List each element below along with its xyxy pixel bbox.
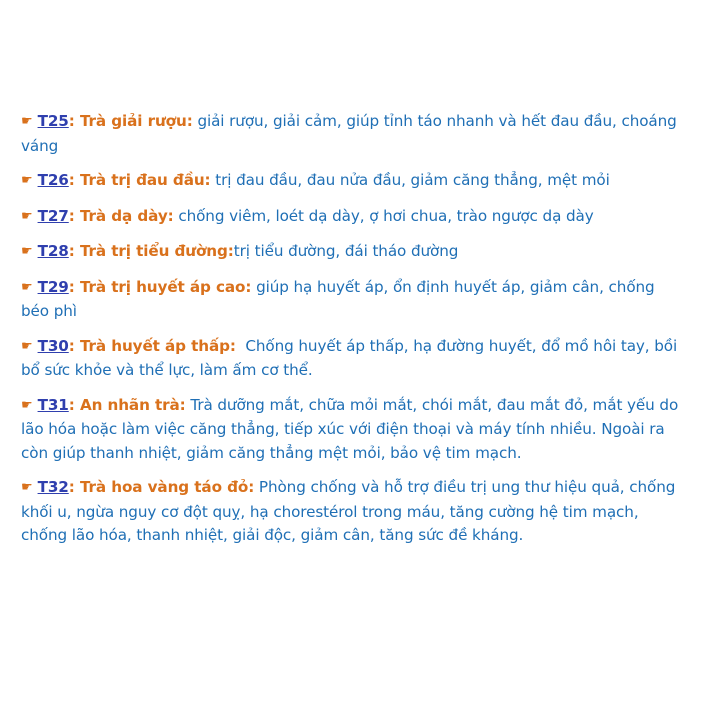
pointing-hand-icon: ☛ [21, 173, 33, 188]
product-description: chống viêm, loét dạ dày, ợ hơi chua, trào ngược dạ dày [178, 206, 594, 225]
code-separator: : [68, 171, 80, 189]
list-item [21, 240, 685, 265]
product-description: Phòng chống và hỗ trợ điều trị ung thư hiệu quả, chống khối u, ngừa nguy cơ đột quỵ, hạ chorestérol trong máu, tăng cường hệ tim mạch, chống lão hóa, thanh nhiệt, giải độc, giảm cân, tăng sức đề kháng. [21, 478, 676, 544]
product-code-link[interactable]: T25 [37, 112, 69, 130]
product-description: giải rượu, giải cảm, giúp tỉnh táo nhanh và hết đau đầu, choáng váng [21, 112, 677, 155]
product-name: Trà giải rượu: [79, 112, 193, 130]
product-description: giúp hạ huyết áp, ổn định huyết áp, giảm cân, chống béo phì [21, 277, 655, 320]
product-description: Trà dưỡng mắt, chữa mỏi mắt, chói mắt, đau mắt đỏ, mắt yếu do lão hóa hoặc làm việc căng thẳng, tiếp xúc với điện thoại và máy tính nhiều. Ngoài ra còn giúp thanh nhiệt, giảm căng thẳng mệt mỏi, bảo vệ tim mạch. [21, 395, 679, 462]
product-description: trị đau đầu, đau nửa đầu, giảm căng thẳng, mệt mỏi [215, 171, 610, 189]
code-separator: : [68, 242, 80, 260]
code-separator: : [68, 112, 80, 130]
product-code-link[interactable]: T31 [37, 395, 69, 414]
product-name: Trà hoa vàng táo đỏ: [79, 478, 255, 496]
product-name: An nhãn trà: [79, 395, 186, 414]
list-item [21, 169, 685, 194]
pointing-hand-icon: ☛ [21, 114, 33, 129]
pointing-hand-icon: ☛ [21, 397, 33, 413]
product-name: Trà dạ dày: [79, 206, 174, 225]
list-item [21, 394, 685, 466]
list-item [21, 205, 685, 230]
product-code-link[interactable]: T32 [37, 478, 69, 496]
list-item [21, 276, 685, 324]
code-separator: : [68, 206, 80, 225]
product-name: Trà huyết áp thấp: [79, 336, 236, 355]
code-separator: : [68, 395, 80, 414]
product-name: Trà trị huyết áp cao: [79, 277, 252, 296]
product-name: Trà trị tiểu đường: [79, 242, 234, 260]
code-separator: : [68, 478, 80, 496]
product-code-link[interactable]: T27 [37, 206, 69, 225]
pointing-hand-icon: ☛ [21, 279, 33, 295]
product-code-link[interactable]: T28 [37, 242, 69, 260]
list-item [21, 476, 685, 548]
code-separator: : [68, 336, 80, 355]
list-item [21, 335, 685, 383]
product-code-link[interactable]: T30 [37, 336, 69, 355]
product-description: Chống huyết áp thấp, hạ đường huyết, đổ mồ hôi tay, bồi bổ sức khỏe và thể lực, làm ấm cơ thể. [21, 336, 678, 379]
pointing-hand-icon: ☛ [21, 338, 33, 354]
pointing-hand-icon: ☛ [21, 480, 33, 495]
tea-list [21, 110, 685, 559]
product-description: trị tiểu đường, đái tháo đường [233, 242, 459, 260]
product-code-link[interactable]: T29 [37, 277, 69, 296]
product-name: Trà trị đau đầu: [79, 171, 211, 189]
code-separator: : [68, 277, 80, 296]
list-item [21, 110, 685, 158]
pointing-hand-icon: ☛ [21, 208, 33, 224]
pointing-hand-icon: ☛ [21, 244, 33, 259]
product-code-link[interactable]: T26 [37, 171, 69, 189]
